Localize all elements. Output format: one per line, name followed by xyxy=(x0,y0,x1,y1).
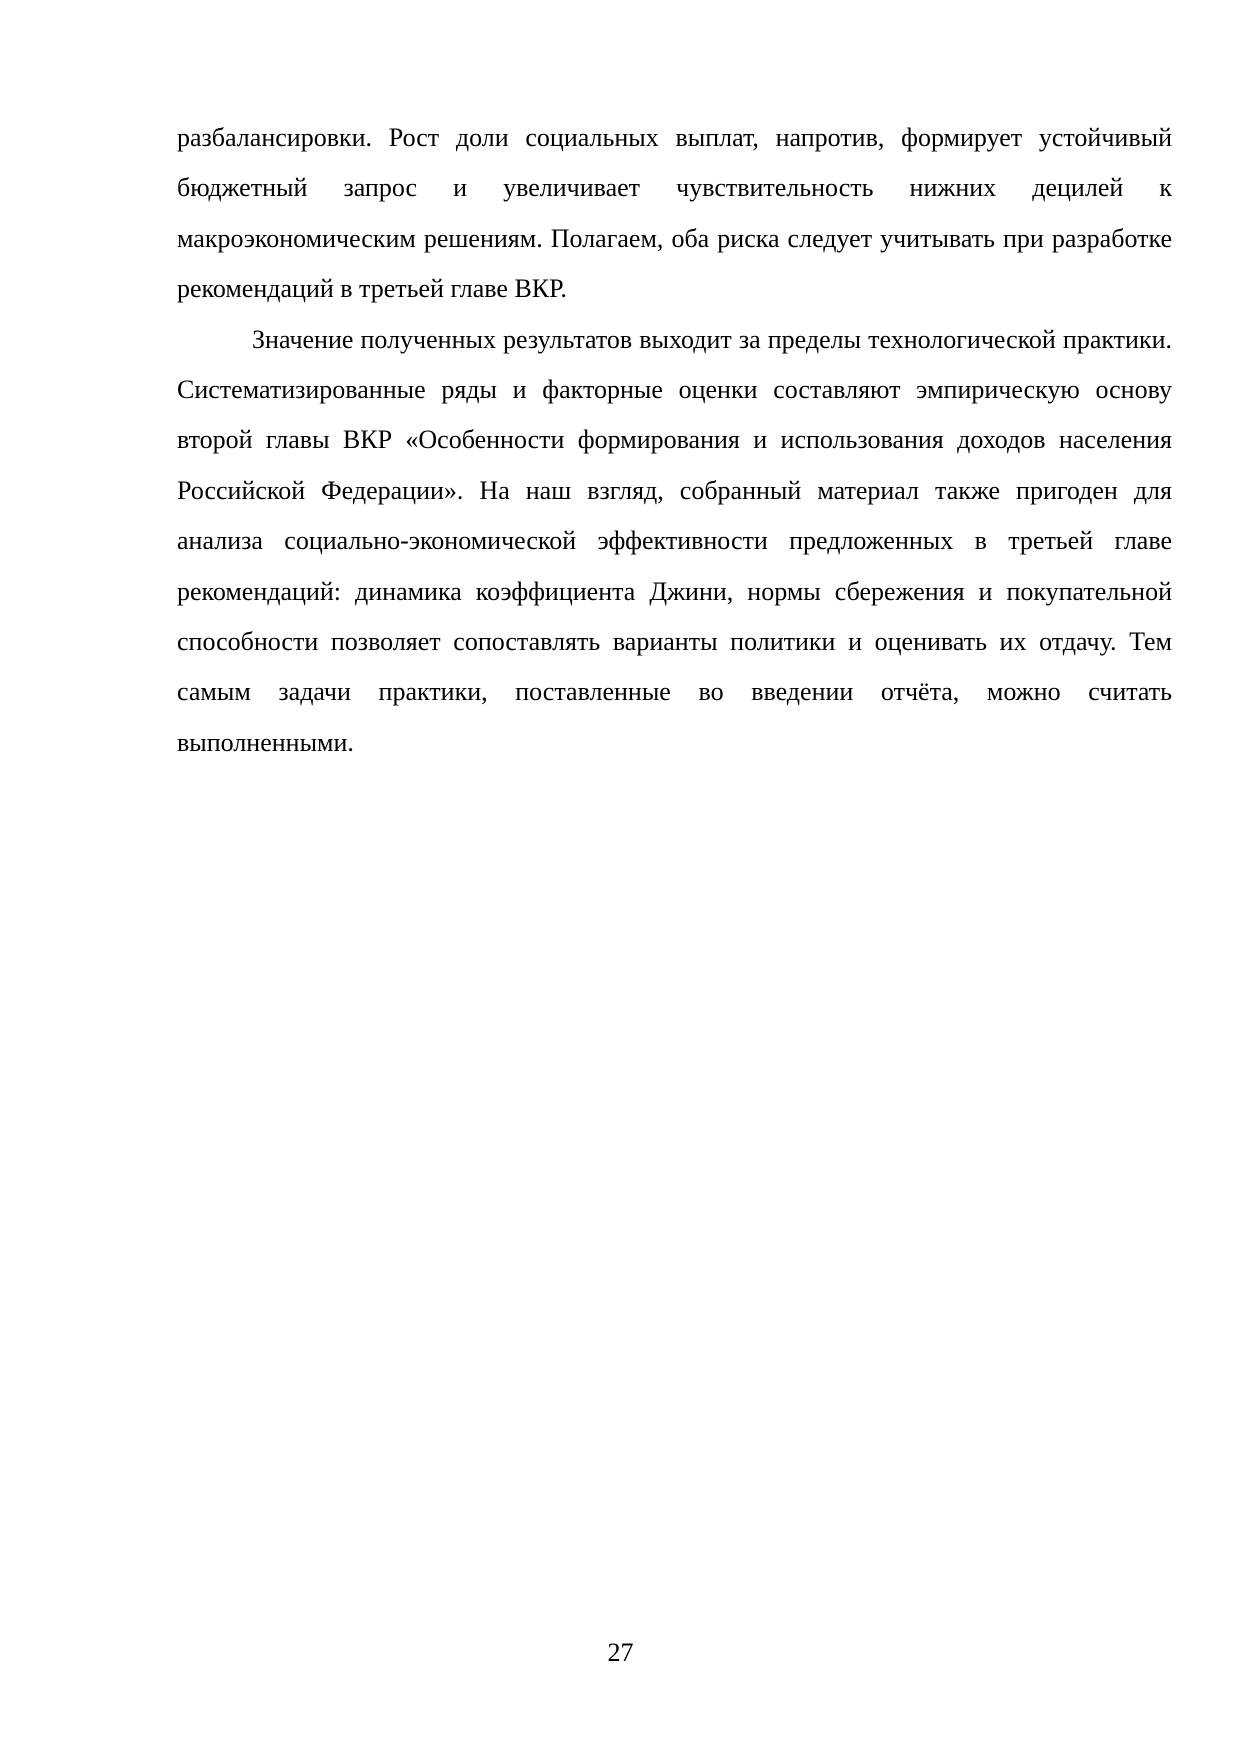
paragraph-results-significance: Значение полученных результатов выходит за пределы технологической практики. Систематизированные ряды и факторные оценки составляют эмпирическую основу второй главы ВКР «Особенности формирования и использования доходов населения Российской Федерации». На наш взгляд, собранный материал также пригоден для анализа социально-экономической эффективности предложенных в третьей главе рекомендаций: динамика коэффициента Джини, нормы сбережения и покупательной способности позволяет сопоставлять варианты политики и оценивать их отдачу. Тем самым задачи практики, поставленные во введении отчёта, можно считать выполненными. xyxy=(177,324,1172,757)
body-text xyxy=(177,113,1172,768)
page-number: 27 xyxy=(607,1638,634,1667)
paragraph-continuation: разбалансировки. Рост доли социальных выплат, напротив, формирует устойчивый бюджетный запрос и увеличивает чувствительность нижних децилей к макроэкономическим решениям. Полагаем, оба риска следует учитывать при разработке рекомендаций в третьей главе ВКР. xyxy=(177,123,1172,304)
